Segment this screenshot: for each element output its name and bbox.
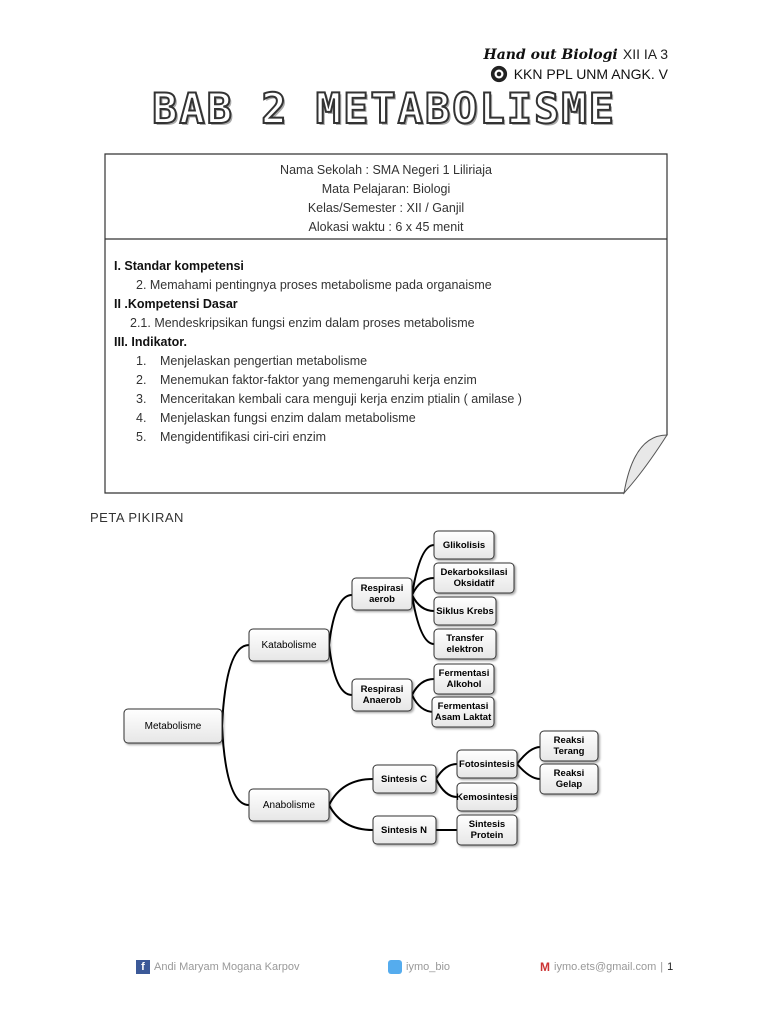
node-sintesis-c [373,765,436,793]
svg-text:Fotosintesis: Fotosintesis [459,759,515,770]
item-text: Menceritakan kembali cara menguji kerja enzim ptialin ( amilase ) [160,392,522,406]
svg-text:Sintesis: Sintesis [468,819,506,830]
svg-text:Siklus Krebs: Siklus Krebs [436,606,494,617]
node-glikolisis [434,531,494,559]
node-anabolisme [249,789,329,821]
svg-text:Reaksi: Reaksi [553,735,585,746]
svg-text:aerob: aerob [369,594,395,605]
email-address: iymo.ets@gmail.com [554,961,657,973]
class-semester: Kelas/Semester : XII / Ganjil [307,201,465,215]
peta-pikiran-title: PETA PIKIRAN [90,510,184,525]
node-metabolisme [124,709,222,743]
svg-text:Oksidatif: Oksidatif [453,578,495,589]
svg-text:Anabolisme: Anabolisme [262,800,316,811]
node-sintesis-n [373,816,436,844]
node-fermentasi-alkohol [434,664,494,694]
kkn-label: KKN PPL UNM ANGK. V [513,66,668,82]
svg-text:Kemosintesis: Kemosintesis [456,792,518,803]
class-label: XII IA 3 [622,46,668,62]
item-text: Menemukan faktor-faktor yang memengaruhi kerja enzim [160,373,477,387]
time-allocation: Alokasi waktu : 6 x 45 menit [308,220,464,234]
svg-text:Terang: Terang [553,746,585,757]
node-respirasi-anaerob [352,679,412,711]
svg-text:Respirasi: Respirasi [360,684,404,695]
node-fotosintesis [457,750,517,778]
svg-text:elektron: elektron [446,644,484,655]
item-text: Menjelaskan pengertian metabolisme [160,354,368,368]
twitter-icon [388,960,402,974]
node-katabolisme [249,629,329,661]
indikator-heading: III. Indikator. [114,335,187,349]
kompetensi-heading: II .Kompetensi Dasar [114,297,238,311]
twitter-handle: iymo_bio [406,961,451,973]
svg-text:Reaksi: Reaksi [553,768,585,779]
item-text: Mengidentifikasi ciri-ciri enzim [160,430,327,444]
node-transfer-elektron [434,629,496,659]
svg-text:Gelap: Gelap [555,779,583,790]
handout-label: Hand out Biologi [483,47,618,63]
kompetensi-item: 2.1. Mendeskripsikan fungsi enzim dalam proses metabolisme [130,316,475,330]
email-contact[interactable] [540,960,673,974]
svg-text:Fermentasi: Fermentasi [438,668,490,679]
facebook-icon: f [136,960,150,974]
twitter-contact[interactable] [388,960,450,974]
facebook-contact[interactable] [136,960,300,974]
standar-item: 2. Memahami pentingnya proses metabolisme pada organaisme [136,278,492,292]
node-kemosintesis [456,783,518,811]
item-number: 5. [136,430,147,444]
school-name: Nama Sekolah : SMA Negeri 1 Liliriaja [280,163,492,177]
svg-text:Respirasi: Respirasi [360,583,404,594]
item-number: 3. [136,392,147,406]
gmail-icon: M [540,960,550,974]
svg-text:Protein: Protein [470,830,504,841]
node-respirasi-aerob [352,578,412,610]
svg-text:Fermentasi: Fermentasi [437,701,489,712]
node-reaksi-terang [540,731,598,761]
node-sintesis-protein [457,815,517,845]
svg-text:Sintesis N: Sintesis N [381,825,427,836]
svg-text:Alkohol: Alkohol [446,679,482,690]
node-reaksi-gelap [540,764,598,794]
footer-separator: | [660,961,664,973]
node-dekarboksilasi [434,563,514,593]
svg-text:Katabolisme: Katabolisme [261,640,317,651]
item-number: 2. [136,373,147,387]
node-siklus-krebs [434,597,496,625]
svg-text:Anaerob: Anaerob [362,695,402,706]
page-title: BAB 2 METABOLISME [152,84,616,133]
page-number: 1 [667,961,674,973]
svg-text:Asam Laktat: Asam Laktat [434,712,492,723]
item-number: 1. [136,354,147,368]
item-number: 4. [136,411,147,425]
svg-text:Transfer: Transfer [446,633,484,644]
node-fermentasi-laktat [432,697,494,727]
svg-text:Sintesis C: Sintesis C [381,774,427,785]
svg-text:Glikolisis: Glikolisis [442,540,486,551]
standar-heading: I. Standar kompetensi [114,259,244,273]
item-text: Menjelaskan fungsi enzim dalam metabolisme [160,411,416,425]
svg-text:Metabolisme: Metabolisme [144,721,202,732]
facebook-name: Andi Maryam Mogana Karpov [154,961,300,973]
subject: Mata Pelajaran: Biologi [321,182,451,196]
svg-text:Dekarboksilasi: Dekarboksilasi [440,567,508,578]
